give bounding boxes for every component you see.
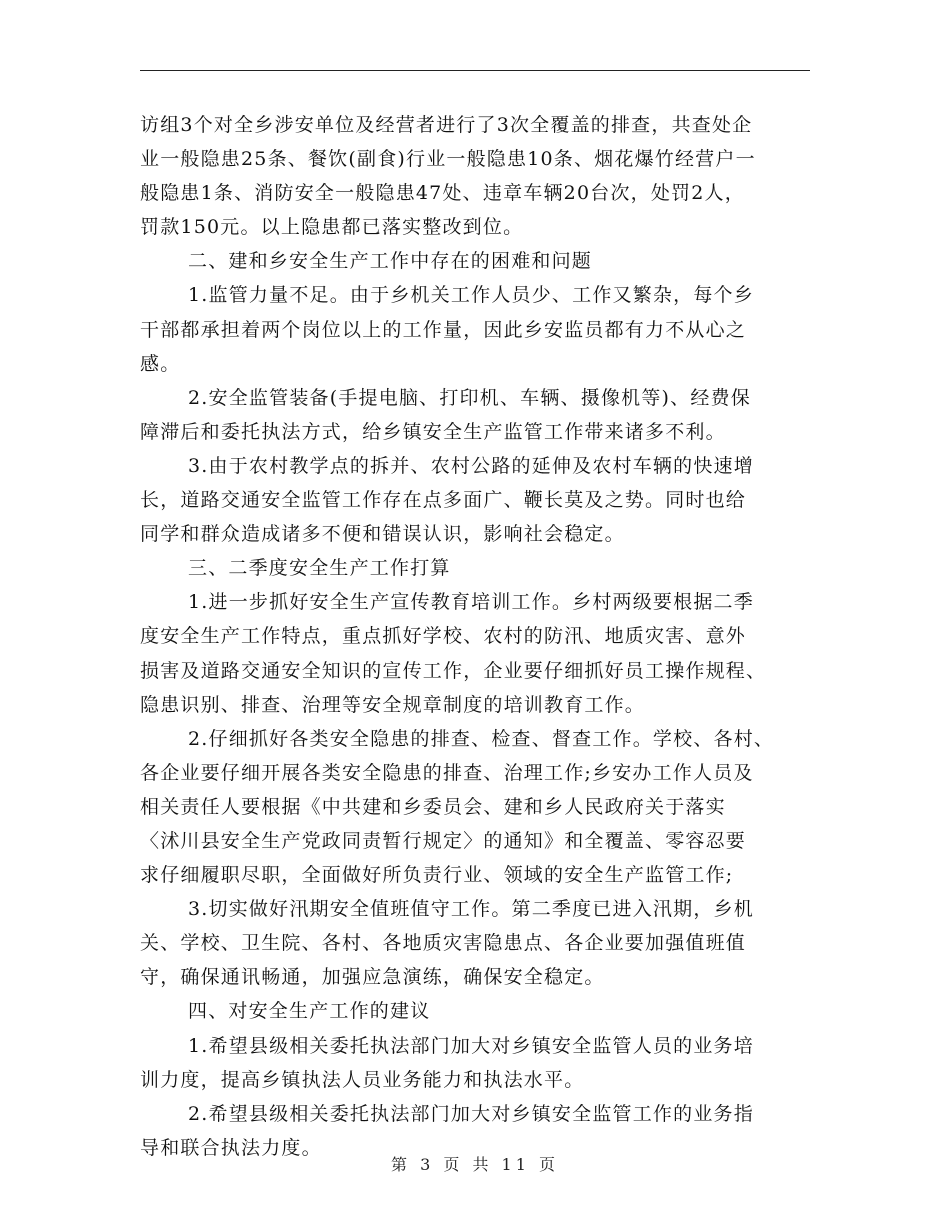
text-line: 隐患识别、排查、治理等安全规章制度的培训教育工作。 — [140, 693, 646, 716]
text-line: 〈沭川县安全生产党政同责暂行规定〉的通知》和全覆盖、零容忍要 — [140, 829, 747, 852]
header-rule — [140, 70, 810, 71]
text-line: 度安全生产工作特点，重点抓好学校、农村的防汛、地质灾害、意外 — [140, 625, 747, 648]
text-line: 访组3个对全乡涉安单位及经营者进行了3次全覆盖的排查，共查处企 — [140, 114, 753, 136]
text-line: 各企业要仔细开展各类安全隐患的排查、治理工作;乡安办工作人员及 — [140, 761, 754, 784]
text-line: 求仔细履职尽职，全面做好所负责行业、领域的安全生产监管工作; — [140, 864, 734, 887]
document-body — [140, 108, 810, 1165]
text-line: 训力度，提高乡镇执法人员业务能力和执法水平。 — [140, 1068, 585, 1091]
text-line: 障滞后和委托执法方式，给乡镇安全生产监管工作带来诸多不利。 — [140, 420, 726, 443]
text-line: 同学和群众造成诸多不便和错误认识，影响社会稳定。 — [140, 523, 625, 546]
text-line: 1.进一步抓好安全生产宣传教育培训工作。乡村两级要根据二季 — [188, 591, 754, 614]
text-line: 罚款150元。以上隐患都已落实整改到位。 — [140, 216, 524, 239]
text-line: 三、二季度安全生产工作打算 — [188, 557, 451, 580]
text-line: 2.仔细抓好各类安全隐患的排查、检查、督查工作。学校、各村、 — [188, 727, 775, 750]
text-line: 关、学校、卫生院、各村、各地质灾害隐患点、各企业要加强值班值 — [140, 932, 747, 955]
text-line: 1.希望县级相关委托执法部门加大对乡镇安全监管人员的业务培 — [188, 1034, 754, 1057]
text-line: 守，确保通讯畅通，加强应急演练，确保安全稳定。 — [140, 966, 605, 989]
page-number-footer: 第 3 页 共 11 页 — [391, 1155, 559, 1174]
text-line: 般隐患1条、消防安全一般隐患47处、违章车辆20台次，处罚2人， — [140, 182, 745, 205]
text-line: 1.监管力量不足。由于乡机关工作人员少、工作又繁杂，每个乡 — [188, 284, 754, 307]
text-line: 导和联合执法力度。 — [140, 1136, 322, 1159]
text-line: 2.安全监管装备(手提电脑、打印机、车辆、摄像机等)、经费保 — [188, 386, 751, 409]
text-line: 感。 — [140, 352, 181, 375]
text-line: 3.由于农村教学点的拆并、农村公路的延伸及农村车辆的快速增 — [188, 454, 754, 477]
text-line: 干部都承担着两个岗位以上的工作量，因此乡安监员都有力不从心之 — [140, 318, 747, 341]
text-line: 损害及道路交通安全知识的宣传工作，企业要仔细抓好员工操作规程、 — [140, 659, 767, 682]
text-line: 长，道路交通安全监管工作存在点多面广、鞭长莫及之势。同时也给 — [140, 489, 747, 512]
text-line: 2.希望县级相关委托执法部门加大对乡镇安全监管工作的业务指 — [188, 1102, 754, 1125]
text-line: 相关责任人要根据《中共建和乡委员会、建和乡人民政府关于落实 — [140, 795, 726, 818]
text-line: 业一般隐患25条、餐饮(副食)行业一般隐患10条、烟花爆竹经营户一 — [140, 148, 756, 171]
text-line: 四、对安全生产工作的建议 — [188, 1000, 431, 1023]
text-line: 3.切实做好汛期安全值班值守工作。第二季度已进入汛期，乡机 — [188, 898, 754, 921]
text-line: 二、建和乡安全生产工作中存在的困难和问题 — [188, 250, 593, 273]
